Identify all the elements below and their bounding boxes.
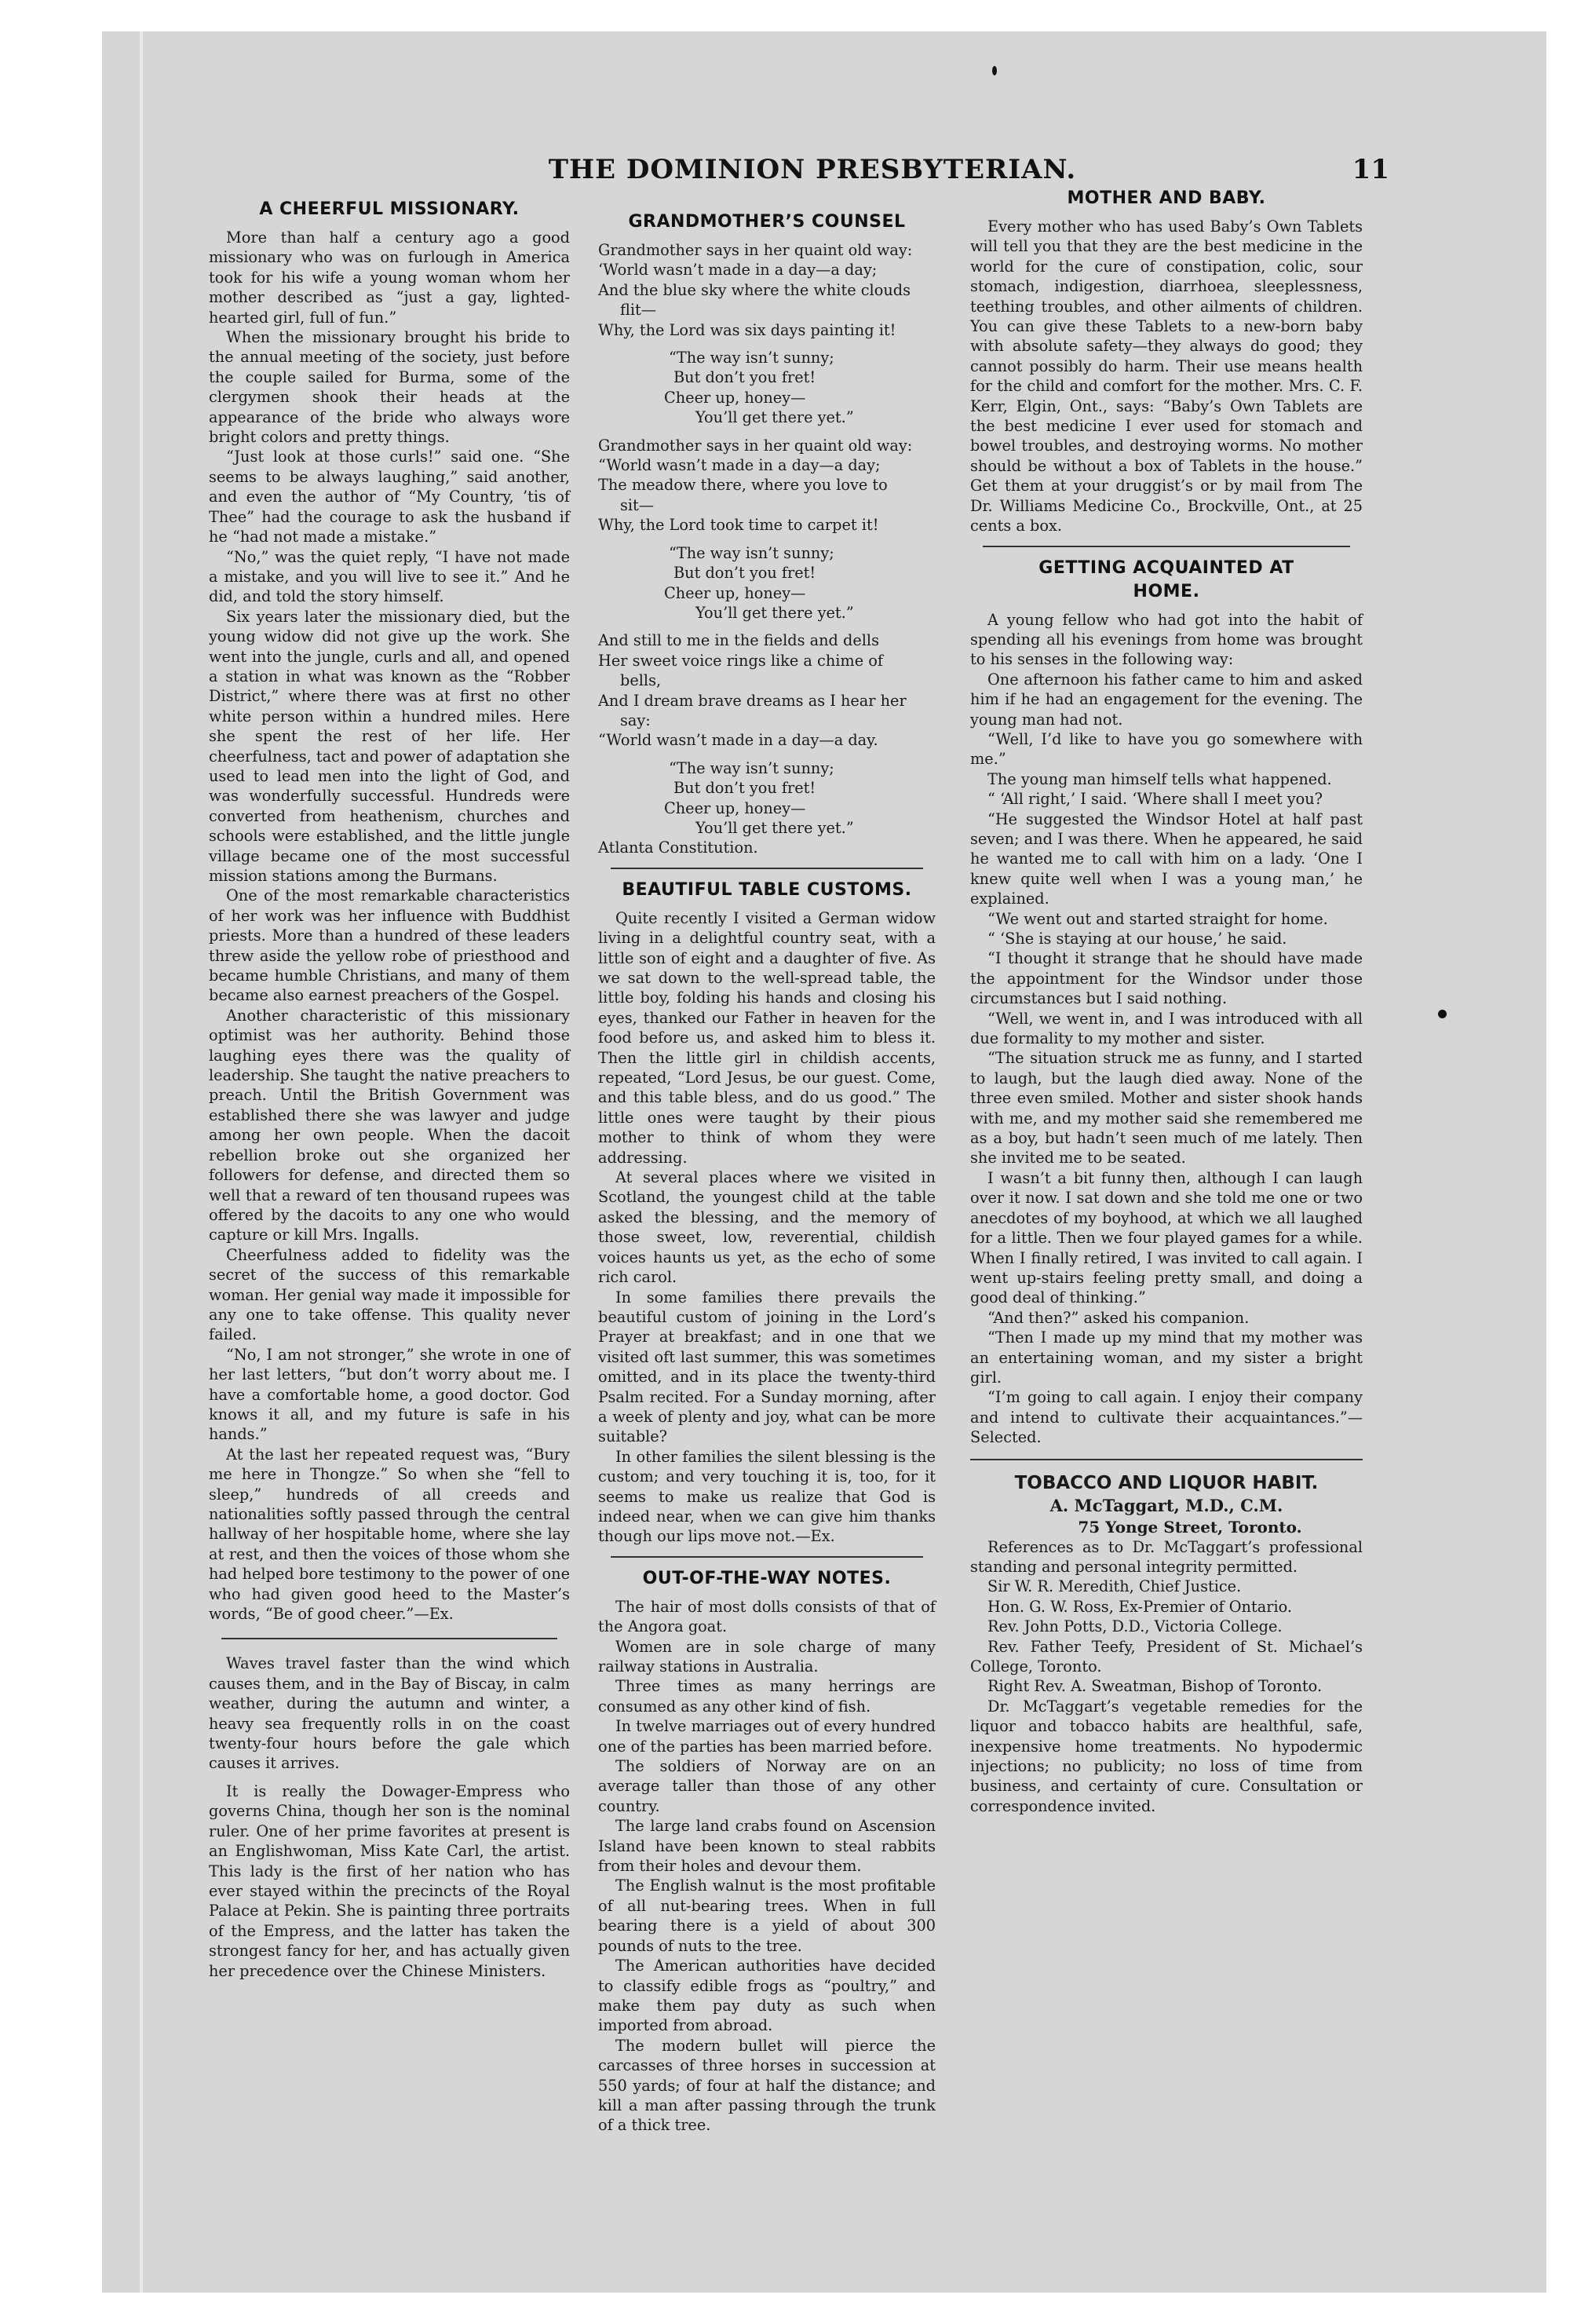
article-paragraph: “Well, I’d like to have you go somewhere with me.” [970, 729, 1363, 769]
poem-line: And still to me in the fields and dells [598, 631, 879, 650]
poem-line: Grandmother says in her quaint old way: [598, 241, 913, 259]
punch-hole-dot [1438, 1010, 1447, 1018]
ad-reference: Rev. John Potts, D.D., Victoria College. [987, 1617, 1283, 1636]
article-paragraph: Cheerfulness added to fidelity was the secret of the success of this remarkable woman. Her genial way made it impossible for any one to take offense. This quality never failed. [209, 1245, 570, 1344]
headline-getting-acquainted: GETTING ACQUAINTED AT [1038, 557, 1294, 578]
article-paragraph: “He suggested the Windsor Hotel at half past seven; and I was there. When he appeared, he said he wanted me to call with him on a lady. ‘One I knew quite well when I was a young man,’ he explained. [970, 809, 1363, 908]
note-paragraph: In twelve marriages out of every hundred one of the parties has been married before. [598, 1717, 936, 1756]
poem-line: And the blue sky where the white clouds [598, 280, 911, 299]
poem [598, 240, 936, 858]
article-paragraph: “I’m going to call again. I enjoy their company and intend to cultivate their acquaintances.”—Selected. [970, 1388, 1363, 1447]
poem-line: “World wasn’t made in a day—a day. [598, 731, 878, 750]
poem-refrain-line: “The way isn’t sunny; [669, 758, 834, 777]
column-middle [598, 193, 936, 2136]
poem-line: Why, the Lord took time to carpet it! [598, 516, 879, 535]
article-paragraph: I wasn’t a bit funny then, although I can laugh over it now. I sat down and she told me one or two anecdotes of my boyhood, at which we all laughed for a little. Then we four played games for a while. When I finally retired, I was invited to call again. I went up-stairs feeling pretty small, and doing a good deal of thinking.” [970, 1168, 1363, 1307]
note-paragraph: The American authorities have decided to classify edible frogs as “poultry,” and make them pay duty as such when imported from abroad. [598, 1957, 936, 2035]
column-right [970, 188, 1363, 1816]
poem-line: flit— [620, 301, 657, 320]
poem-line: say: [620, 711, 651, 729]
advertisement-paragraph: Every mother who has used Baby’s Own Tablets will tell you that they are the best medicine in the world for the cure of constipation, colic, sour stomach, indigestion, diarrhoea, sleeplessness, teething troubles, and other ailments of children. You can give these Tablets to a new-born baby with absolute safety—they always do good; they cannot possibly do harm. Their use means health for the child and comfort for the mother. Mrs. C. F. Kerr, Elgin, Ont., says: “Baby’s Own Tablets are the best medicine I ever used for stomach and bowel troubles, and destroying worms. No mother should be without a box of Tablets in the house.” Get them at your druggist’s or by mail from The Dr. Williams Medicine Co., Brockville, Ont., at 25 cents a box. [970, 217, 1363, 535]
article-paragraph: “ ‘She is staying at our house,’ he said. [987, 930, 1287, 948]
note-paragraph: The English walnut is the most profitable of all nut-bearing trees. When in full bearing there is a yield of about 300 pounds of nuts to the tree. [598, 1876, 936, 1955]
note-paragraph: The soldiers of Norway are on an average taller than those of any other country. [598, 1757, 936, 1815]
poem-refrain-line: You’ll get there yet.” [695, 603, 854, 622]
note-paragraph: Three times as many herrings are consumed as any other kind of fish. [598, 1677, 936, 1716]
poem-line: Grandmother says in her quaint old way: [598, 436, 913, 455]
ad-reference: Rev. Father Teefy, President of St. Michael’s College, Toronto. [970, 1637, 1363, 1675]
poem-line: “World wasn’t made in a day—a day; [598, 456, 881, 475]
article-paragraph: “Just look at those curls!” said one. “She seems to be always laughing,” said another, and even the author of “My Country, ’tis of Thee” had the courage to ask the husband if he “had not made a mistake.” [209, 448, 570, 546]
ink-speck [992, 66, 997, 75]
poem-line: sit— [620, 495, 655, 514]
headline-cheerful-missionary: A CHEERFUL MISSIONARY. [259, 199, 520, 219]
headline-mother-and-baby: MOTHER AND BABY. [1067, 188, 1266, 208]
gutter-line [140, 31, 143, 2293]
poem-line: Why, the Lord was six days painting it! [598, 320, 896, 339]
newspaper-title: THE DOMINION PRESBYTERIAN. [548, 154, 1077, 185]
article-paragraph: Six years later the missionary died, but the young widow did not give up the work. She went into the jungle, curls and all, and opened a station in what was known as the “Robber District,” where there was at first no other white person within a hundred miles. Here she spent the rest of her life. Her cheerfulness, tact and power of adaptation she used to lead men into the light of God, and was wonderfully successful. Hundreds were converted from heathenism, churches and schools were established, and the little jungle village became one of the most successful mission stations among the Burmans. [209, 607, 570, 885]
poem-refrain-line: You’ll get there yet.” [695, 408, 854, 427]
poem-line: ‘World wasn’t made in a day—a day; [598, 261, 878, 280]
article-paragraph: One of the most remarkable characteristics of her work was her influence with Buddhist priests. More than a hundred of these leaders threw aside the yellow robe of priesthood and became humble Christians, and many of them became also earnest preachers of the Gospel. [209, 886, 570, 1005]
article-paragraph: “No,” was the quiet reply, “I have not made a mistake, and you will live to see it.” And he did, and told the story himself. [209, 547, 570, 606]
article-paragraph: A young fellow who had got into the habit of spending all his evenings from home was brought to his senses in the following way: [970, 610, 1363, 669]
ad-address: 75 Yonge Street, Toronto. [1078, 1517, 1302, 1537]
column-rule [611, 868, 923, 869]
article-paragraph: “And then?” asked his companion. [987, 1308, 1250, 1327]
article-paragraph: “We went out and started straight for home. [987, 909, 1328, 928]
article-paragraph: “No, I am not stronger,” she wrote in one of her last letters, “but don’t worry about me. I have a comfortable home, a good doctor. God knows it all, and my future is safe in his hands.” [209, 1345, 570, 1444]
ad-reference: Hon. G. W. Ross, Ex-Premier of Ontario. [987, 1597, 1293, 1616]
article-paragraph: Another characteristic of this missionary optimist was her authority. Behind those laughing eyes there was the quality of leadership. She taught the native preachers to preach. Until the British Government was established there she was lawyer and judge among her own people. When the dacoit rebellion broke out she organized her followers for defense, and directed them so well that a reward of ten thousand rupees was offered by the dacoits to any one who would capture or kill Mrs. Ingalls. [209, 1006, 570, 1244]
note-paragraph: The large land crabs found on Ascension Island have been known to steal rabbits from their holes and devour them. [598, 1817, 936, 1876]
poem-refrain-line: “The way isn’t sunny; [669, 349, 834, 367]
article-paragraph: The young man himself tells what happened. [987, 769, 1332, 788]
filler-paragraph: It is really the Dowager-Empress who governs China, though her son is the nominal ruler. One of her prime favorites at present is an Englishwoman, Miss Kate Carl, the artist. This lady is the first of her nation who has ever stayed within the precincts of the Royal Palace at Pekin. She is painting three portraits of the Empress, and the latter has taken the strongest fancy for her, and has actually given her precedence over the Chinese Ministers. [209, 1781, 570, 1980]
article-paragraph: Quite recently I visited a German widow living in a delightful country seat, with a little son of eight and a daughter of five. As we sat down to the well-spread table, the little boy, folding his hands and closing his eyes, thanked our Father in heaven for the food before us, and asked him to bless it. Then the little girl in childish accents, repeated, “Lord Jesus, be our guest. Come, and this table bless, and do us good.” The little ones were taught by their pious mother to think of whom they were addressing. [598, 908, 936, 1167]
article-paragraph: One afternoon his father came to him and asked him if he had an engagement for the evening. The young man had not. [970, 670, 1363, 729]
poem-refrain-line: But don’t you fret! [673, 564, 816, 583]
article-paragraph: At the last her repeated request was, “Bury me here in Thongze.” So when she “fell to sleep,” hundreds of all creeds and nationalities softly passed through the central hallway of her hospitable home, where she lay at rest, and then the voices of those whom she had helped bore testimony to the power of one who had given good heed to the Master’s words, “Be of good cheer.”—Ex. [209, 1445, 570, 1624]
article-paragraph: “Then I made up my mind that my mother was an entertaining woman, and my sister a bright girl. [970, 1328, 1363, 1387]
article-paragraph: “ ‘All right,’ I said. ‘Where shall I meet you? [987, 790, 1323, 809]
poem-refrain-line: “The way isn’t sunny; [669, 543, 834, 562]
ad-paragraph: References as to Dr. McTaggart’s professional standing and personal integrity permitted. [970, 1537, 1363, 1576]
column-rule [983, 546, 1350, 547]
poem-line: And I dream brave dreams as I hear her [598, 691, 907, 710]
article-paragraph: “I thought it strange that he should have made the appointment for the Windsor under those circumstances but I said nothing. [970, 949, 1363, 1008]
poem-refrain-line: Cheer up, honey— [664, 798, 806, 817]
article-paragraph: More than half a century ago a good missionary who was on furlough in America took for his wife a young woman whom her mother described as “just a gay, lighted-hearted girl, full of fun.” [209, 228, 570, 327]
page-number: 11 [1352, 154, 1389, 185]
ad-reference: Right Rev. A. Sweatman, Bishop of Toronto. [987, 1677, 1323, 1696]
article-paragraph: “The situation struck me as funny, and I started to laugh, but the laugh died away. None of the three even smiled. Mother and sister shook hands with me, and my mother said she remembered me as a boy, but hadn’t seen much of me lately. Then she invited me to be seated. [970, 1049, 1363, 1167]
note-paragraph: The hair of most dolls consists of that of the Angora goat. [598, 1597, 936, 1636]
ad-doctor-name: A. McTaggart, M.D., C.M. [1049, 1495, 1283, 1515]
column-rule [611, 1556, 923, 1558]
article-paragraph: In some families there prevails the beautiful custom of joining in the Lord’s Prayer at breakfast; and in one that we visited oft last summer, this was sometimes omitted, and in its place the twenty-third Psalm recited. For a Sunday morning, after a week of plenty and joy, what can be more suitable? [598, 1288, 936, 1446]
poem-refrain-line: You’ll get there yet.” [695, 818, 854, 837]
article-paragraph: “Well, we went in, and I was introduced with all due formality to my mother and sister. [970, 1009, 1363, 1048]
poem-credit: Atlanta Constitution. [598, 839, 758, 857]
poem-line: Her sweet voice rings like a chime of [598, 651, 883, 670]
note-paragraph: Women are in sole charge of many railway stations in Australia. [598, 1637, 936, 1675]
poem-line: The meadow there, where you love to [598, 476, 888, 495]
poem-refrain-line: But don’t you fret! [673, 779, 816, 798]
poem-refrain-line: Cheer up, honey— [664, 583, 806, 602]
article-paragraph: In other families the silent blessing is the custom; and very touching it is, too, for it seems to make us realize that God is indeed near, when we can give him thanks though our lips move not.—Ex. [598, 1447, 936, 1546]
poem-line: bells, [620, 671, 662, 690]
poem-refrain-line: Cheer up, honey— [664, 388, 806, 407]
note-paragraph: The modern bullet will pierce the carcasses of three horses in succession at 550 yards; of four at half the distance; and kill a man after passing through the trunk of a thick tree. [598, 2036, 936, 2135]
headline-getting-acquainted-line2: HOME. [1133, 581, 1200, 601]
column-left [209, 193, 570, 1981]
ad-headline-tobacco-liquor: TOBACCO AND LIQUOR HABIT. [1014, 1472, 1319, 1493]
headline-out-of-the-way-notes: OUT-OF-THE-WAY NOTES. [642, 1568, 892, 1588]
article-paragraph: At several places where we visited in Scotland, the youngest child at the table asked the blessing, and the memory of those sweet, low, reverential, childish voices haunts us yet, as the echo of some rich carol. [598, 1168, 936, 1287]
filler-paragraph: Waves travel faster than the wind which causes them, and in the Bay of Biscay, in calm weather, during the autumn and winter, a heavy sea frequently rolls in on the coast twenty-four hours before the gale which causes it arrives. [209, 1654, 570, 1773]
ad-reference: Sir W. R. Meredith, Chief Justice. [987, 1577, 1242, 1596]
poem-refrain-line: But don’t you fret! [673, 368, 816, 387]
ad-paragraph: Dr. McTaggart’s vegetable remedies for the liquor and tobacco habits are healthful, safe, inexpensive home treatments. No hypodermic injections; no publicity; no loss of time from business, and certainty of cure. Consultation or correspondence invited. [970, 1697, 1363, 1815]
article-paragraph: When the missionary brought his bride to the annual meeting of the society, just before the couple sailed for Burma, some of the clergymen shook their heads at the appearance of the bride who always wore bright colors and pretty things. [209, 328, 570, 447]
headline-grandmothers-counsel: GRANDMOTHER’S COUNSEL [628, 212, 906, 232]
column-rule [221, 1638, 557, 1639]
column-rule [970, 1459, 1363, 1460]
headline-table-customs: BEAUTIFUL TABLE CUSTOMS. [622, 879, 912, 900]
